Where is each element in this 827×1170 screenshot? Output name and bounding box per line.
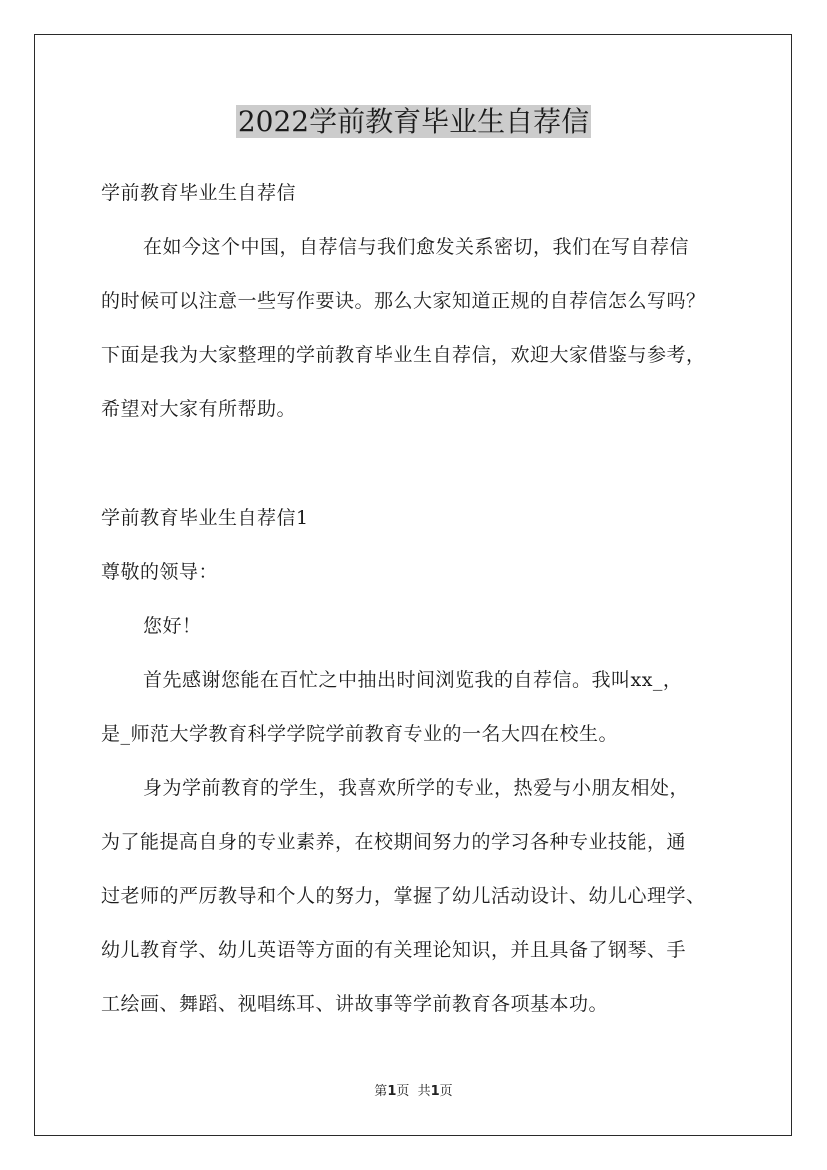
footer-page-total: 1 — [430, 1084, 440, 1099]
paragraph-line: 在如今这个中国，自荐信与我们愈发关系密切，我们在写自荐信 — [143, 236, 690, 258]
paragraph-line: 是_师范大学教育科学学院学前教育专业的一名大四在校生。 — [101, 723, 619, 745]
paragraph-line: 首先感谢您能在百忙之中抽出时间浏览我的自荐信。我叫xx_， — [143, 669, 683, 691]
salutation-line: 尊敬的领导： — [101, 561, 219, 583]
paragraph-line: 幼儿教育学、幼儿英语等方面的有关理论知识，并且具备了钢琴、手 — [101, 939, 687, 961]
subtitle-line: 学前教育毕业生自荐信 — [101, 182, 297, 204]
document-title — [0, 100, 827, 144]
section-heading: 学前教育毕业生自荐信1 — [101, 507, 309, 529]
paragraph-line: 身为学前教育的学生，我喜欢所学的专业，热爱与小朋友相处， — [143, 777, 690, 799]
paragraph-line: 过老师的严厉教导和个人的努力，掌握了幼儿活动设计、幼儿心理学、 — [101, 885, 706, 907]
footer-page-suffix: 页 — [439, 1084, 453, 1099]
paragraph-line: 为了能提高自身的专业素养，在校期间努力的学习各种专业技能，通 — [101, 831, 687, 853]
page-footer — [0, 1082, 827, 1102]
greeting-line: 您好！ — [143, 615, 202, 637]
document-title-text: 2022学前教育毕业生自荐信 — [237, 105, 590, 138]
footer-page-prefix: 第 — [374, 1084, 388, 1099]
footer-page-current: 1 — [387, 1084, 397, 1099]
paragraph-line: 的时候可以注意一些写作要诀。那么大家知道正规的自荐信怎么写吗？ — [101, 290, 706, 312]
paragraph-line: 希望对大家有所帮助。 — [101, 398, 297, 420]
paragraph-line: 工绘画、舞蹈、视唱练耳、讲故事等学前教育各项基本功。 — [101, 993, 609, 1015]
paragraph-line: 下面是我为大家整理的学前教育毕业生自荐信，欢迎大家借鉴与参考， — [101, 344, 706, 366]
footer-page-mid: 页 共 — [396, 1084, 431, 1099]
